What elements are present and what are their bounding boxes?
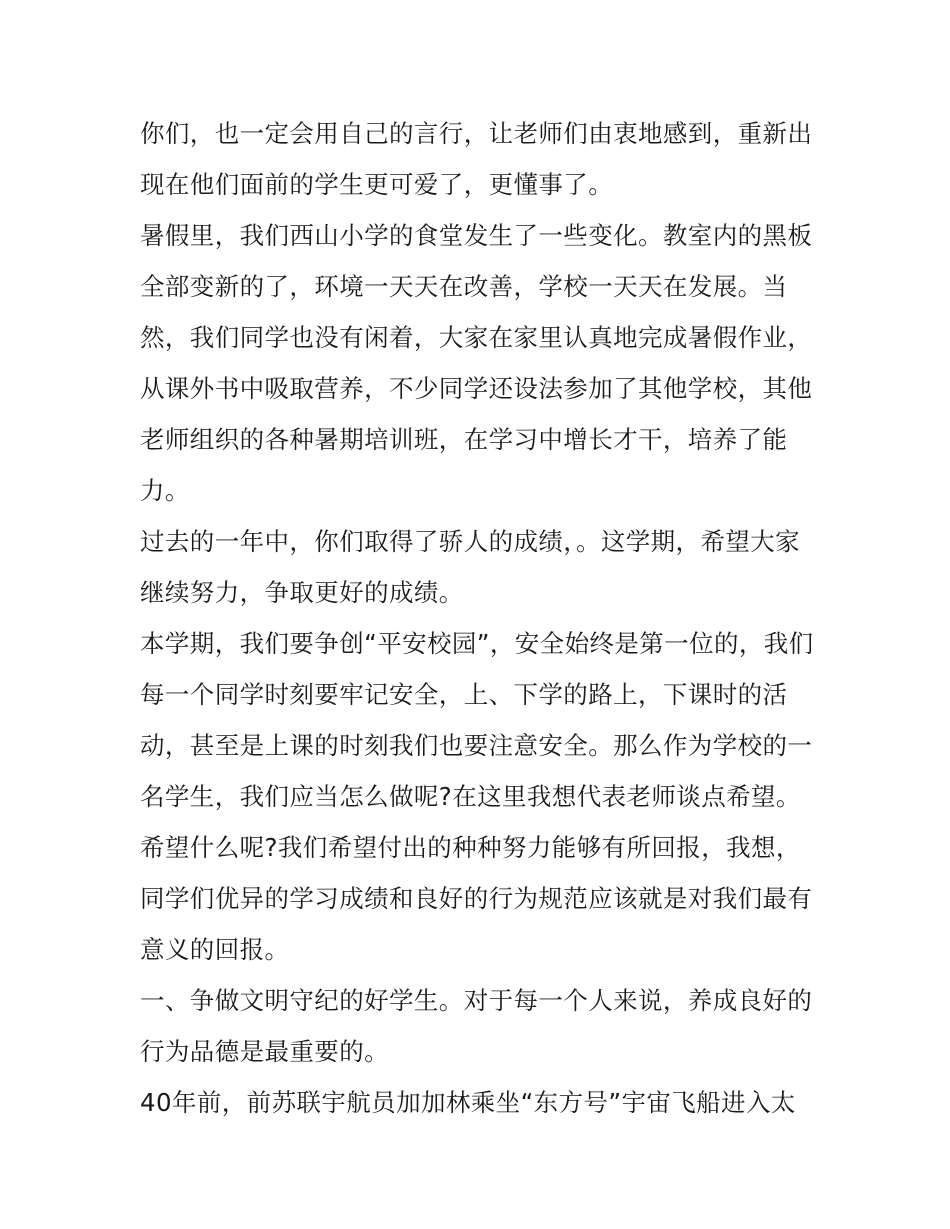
paragraph-1: [140, 108, 812, 210]
text-line: 40年前，前苏联宇航员加加林乘坐“东方号”宇宙飞船进入太: [140, 1088, 796, 1117]
text-line: 动，甚至是上课的时刻我们也要注意安全。那么作为学校的一: [140, 731, 813, 760]
text-line: 每一个同学时刻要牢记安全，上、下学的路上，下课时的活: [140, 680, 788, 709]
document-body: [140, 108, 812, 1128]
text-line: 名学生，我们应当怎么做呢?在这里我想代表老师谈点希望。: [140, 782, 801, 811]
text-line: 你们，也一定会用自己的言行，让老师们由衷地感到，重新出: [140, 119, 813, 148]
text-line: 意义的回报。: [140, 935, 290, 964]
text-line: 老师组织的各种暑期培训班，在学习中增长才干，培养了能: [140, 425, 788, 454]
text-line: 暑假里，我们西山小学的食堂发生了一些变化。教室内的黑板: [140, 221, 813, 250]
text-line: 继续努力，争取更好的成绩。: [140, 578, 464, 607]
paragraph-6: [140, 1077, 812, 1128]
text-line: 然，我们同学也没有闲着，大家在家里认真地完成暑假作业，: [140, 323, 813, 352]
text-line: 本学期，我们要争创“平安校园”，安全始终是第一位的，我们: [140, 629, 814, 658]
text-line: 一、争做文明守纪的好学生。对于每一个人来说，养成良好的: [140, 986, 813, 1015]
paragraph-5: [140, 975, 812, 1077]
paragraph-4: [140, 618, 812, 975]
text-line: 同学们优异的学习成绩和良好的行为规范应该就是对我们最有: [140, 884, 813, 913]
text-line: 行为品德是最重要的。: [140, 1037, 389, 1066]
paragraph-2: [140, 210, 812, 516]
text-line: 从课外书中吸取营养，不少同学还设法参加了其他学校，其他: [140, 374, 813, 403]
text-line: 力。: [140, 476, 190, 505]
text-line: 现在他们面前的学生更可爱了，更懂事了。: [140, 170, 614, 199]
paragraph-3: [140, 516, 812, 618]
text-line: 希望什么呢?我们希望付出的种种努力能够有所回报，我想，: [140, 833, 801, 862]
text-line: 过去的一年中，你们取得了骄人的成绩，。这学期，希望大家: [140, 527, 801, 556]
text-line: 全部变新的了，环境一天天在改善，学校一天天在发展。当: [140, 272, 788, 301]
